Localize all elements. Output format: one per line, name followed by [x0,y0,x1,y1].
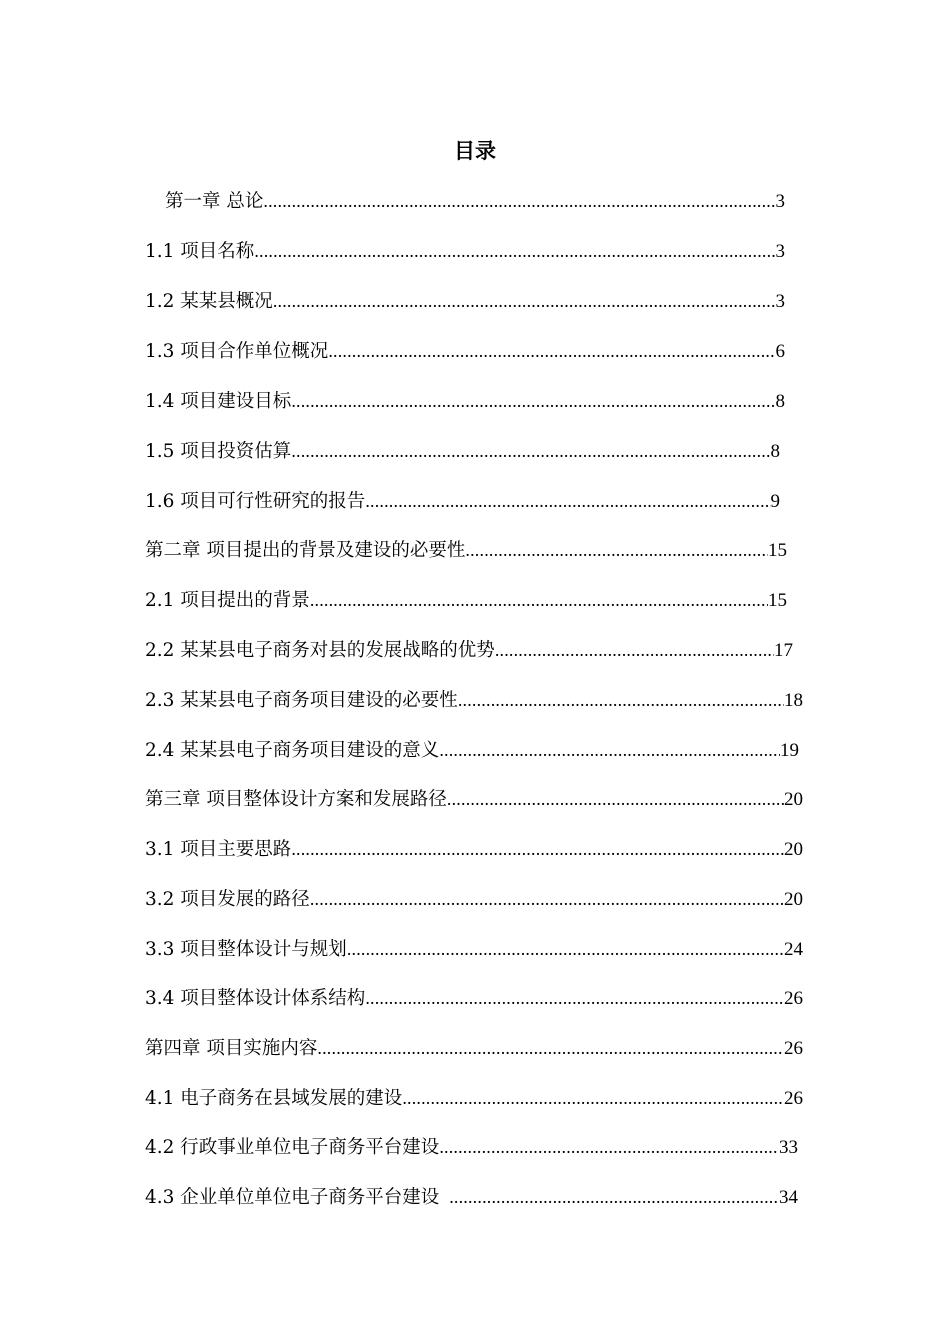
toc-leader-dots [365,486,770,516]
toc-entry[interactable] [145,486,780,516]
toc-entry-text: 3.3 项目整体设计与规划 [145,939,347,960]
toc-leader-dots [273,286,776,316]
toc-entry-page: 15 [768,590,787,611]
toc-leader-dots [439,735,780,765]
toc-entry-page: 18 [784,690,803,711]
toc-entry-text: 1.3 项目合作单位概况 [145,341,329,362]
toc-entry[interactable] [145,934,803,964]
toc-leader-dots [347,934,784,964]
toc-entry[interactable] [145,336,785,366]
toc-entry-text: 第三章 项目整体设计方案和发展路径 [145,789,447,810]
toc-entry[interactable] [145,735,799,765]
toc-entry-text: 2.4 某某县电子商务项目建设的意义 [145,740,440,761]
toc-entry[interactable] [145,1182,798,1212]
toc-title: 目录 [454,139,496,163]
toc-entry-page: 26 [784,988,803,1009]
toc-entry-text: 1.4 项目建设目标 [145,391,292,412]
toc-entry-text: 3.4 项目整体设计体系结构 [145,988,366,1009]
toc-entry-page: 20 [784,839,803,860]
toc-entry-text: 1.6 项目可行性研究的报告 [145,491,366,512]
toc-entry[interactable] [145,635,793,665]
toc-entry[interactable] [145,884,803,914]
toc-entry[interactable] [145,585,787,615]
toc-entry-page: 3 [775,191,785,212]
toc-entry[interactable] [145,834,803,864]
toc-entry-page: 19 [780,740,799,761]
toc-leader-dots [310,884,784,914]
toc-leader-dots [495,635,774,665]
toc-entry-text: 2.1 项目提出的背景 [145,590,310,611]
toc-entry-text: 第一章 总论 [165,191,264,212]
toc-entry[interactable] [145,1083,803,1113]
toc-leader-dots [317,1033,784,1063]
toc-entry-page: 9 [770,491,780,512]
toc-leader-dots [263,186,775,216]
toc-entry-text: 1.2 某某县概况 [145,291,273,312]
toc-entry-text: 4.3 企业单位单位电子商务平台建设 [145,1187,446,1208]
toc-entry[interactable] [145,386,785,416]
toc-entry-page: 33 [779,1137,798,1158]
toc-entry[interactable] [145,685,803,715]
toc-entry-page: 3 [775,241,785,262]
toc-leader-dots [365,983,784,1013]
toc-entry-page: 34 [779,1187,798,1208]
toc-entry[interactable] [145,286,785,316]
toc-entry-page: 8 [775,391,785,412]
toc-entry[interactable] [145,535,787,565]
toc-entry-text: 4.2 行政事业单位电子商务平台建设 [145,1137,440,1158]
toc-entry[interactable] [145,236,785,266]
toc-entry-text: 4.1 电子商务在县域发展的建设 [145,1088,403,1109]
toc-entry-page: 26 [784,1088,803,1109]
toc-entry-page: 20 [784,789,803,810]
toc-leader-dots [445,1182,779,1212]
toc-entry-page: 17 [774,640,793,661]
toc-entry-text: 1.1 项目名称 [145,241,255,262]
toc-entry-page: 8 [770,441,780,462]
toc-entry[interactable] [145,1132,798,1162]
toc-leader-dots [291,834,784,864]
toc-entry-text: 3.2 项目发展的路径 [145,889,310,910]
toc-entry-page: 20 [784,889,803,910]
toc-entry[interactable] [145,436,780,466]
toc-entry-text: 3.1 项目主要思路 [145,839,292,860]
toc-leader-dots [254,236,775,266]
toc-leader-dots [458,685,784,715]
toc-entry-text: 2.3 某某县电子商务项目建设的必要性 [145,690,458,711]
toc-entry-page: 3 [775,291,785,312]
toc-entry[interactable] [145,983,803,1013]
toc-entry-text: 第二章 项目提出的背景及建设的必要性 [145,540,466,561]
toc-leader-dots [310,585,768,615]
toc-leader-dots [328,336,775,366]
toc-entry-page: 6 [775,341,785,362]
toc-leader-dots [465,535,768,565]
toc-entry-text: 2.2 某某县电子商务对县的发展战略的优势 [145,640,495,661]
toc-leader-dots [447,784,784,814]
toc-leader-dots [291,436,770,466]
toc-entry-text: 1.5 项目投资估算 [145,441,292,462]
toc-leader-dots [439,1132,779,1162]
toc-leader-dots [291,386,775,416]
toc-entry-page: 24 [784,939,803,960]
toc-entry[interactable] [145,1033,803,1063]
toc-entry-page: 15 [768,540,787,561]
toc-entry-text: 第四章 项目实施内容 [145,1038,318,1059]
toc-leader-dots [402,1083,784,1113]
toc-entry[interactable] [145,784,803,814]
toc-entry[interactable] [165,186,785,216]
toc-entry-page: 26 [784,1038,803,1059]
